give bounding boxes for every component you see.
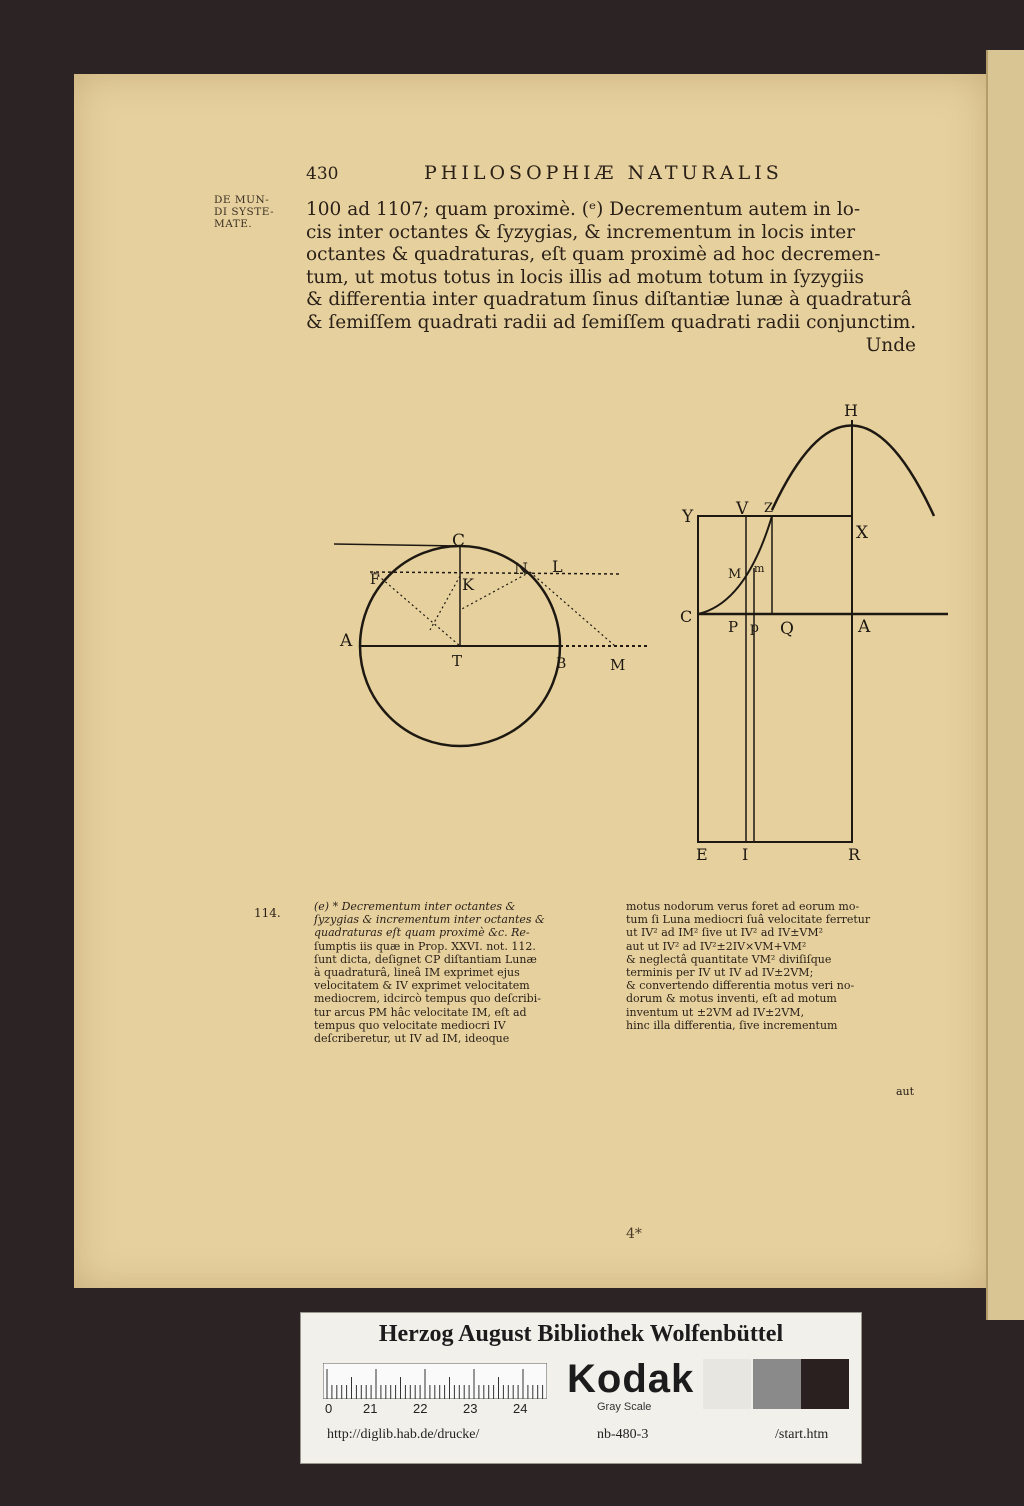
page-number: 430 (306, 164, 339, 184)
footnote-line: quadraturas eſt quam proximè &c. Re- (314, 926, 530, 940)
label-H: H (844, 401, 858, 420)
text-line-catch: Unde (865, 334, 916, 356)
footnote-marker: 114. (254, 906, 281, 920)
label-Q: Q (780, 619, 794, 639)
library-footer (300, 1312, 862, 1464)
footer-start-link: /start.htm (775, 1427, 829, 1442)
label-A: A (340, 631, 353, 651)
ruler-number: 0 (325, 1401, 333, 1416)
footnote-right-column (626, 900, 920, 1032)
footnote-line: mediocrem, idcircò tempus quo deſcribi- (314, 992, 541, 1006)
rect-YR (698, 516, 852, 842)
curve-diagram (676, 398, 954, 868)
footnote-line: (e) * Decrementum inter octantes & (314, 900, 516, 913)
footnote-line: aut ut IV² ad IV²±2IV×VM+VM² (626, 939, 807, 953)
label-m: m (754, 562, 765, 575)
side-note (214, 194, 294, 230)
library-title: Herzog August Bibliothek Wolfenbüttel (378, 1321, 784, 1347)
footnote-line: motus nodorum verus foret ad eorum mo- (626, 900, 860, 913)
label-T: T (452, 652, 463, 670)
label-A: A (858, 617, 871, 637)
label-P: P (728, 618, 739, 636)
label-M: M (728, 567, 742, 582)
running-title: PHILOSOPHIÆ NATURALIS (424, 162, 783, 184)
footer-url: http://diglib.hab.de/drucke/ (327, 1427, 480, 1442)
line-NM (530, 572, 615, 646)
tangent-line (334, 544, 460, 546)
footnote-line: velocitatem & IV exprimet velocitatem (314, 979, 530, 993)
label-L: L (552, 557, 563, 576)
side-note-line: DI SYSTE- (214, 206, 275, 218)
facing-page-edge (986, 50, 1024, 1320)
footnote-line: tum ſi Luna mediocri ſuâ velocitate ferretur (626, 913, 871, 927)
label-M: M (610, 656, 626, 674)
side-note-line: MATE. (214, 218, 253, 230)
circle-diagram (330, 520, 660, 760)
footnote-line: ſyzygias & incrementum inter octantes & (314, 913, 545, 927)
text-line: & differentia inter quadratum ſinus diſtantiæ lunæ à quadraturâ (306, 289, 912, 311)
text-line: & ſemiſſem quadrati radii ad ſemiſſem quadrati radii conjunctim. (306, 311, 917, 333)
side-note-line: DE MUN- (214, 194, 270, 206)
kodak-logo: Kodak (567, 1357, 695, 1401)
label-K: K (462, 575, 474, 594)
footnote-line: deſcriberetur, ut IV ad IM, ideoque (314, 1032, 510, 1046)
label-I: I (742, 845, 749, 864)
text-line: 100 ad 1107; quam proximè. (ᵉ) Decrementum autem in lo- (306, 199, 861, 220)
gray-swatch-light (703, 1359, 751, 1409)
label-R: R (848, 845, 861, 864)
footnote-line: & convertendo differentia motus veri no- (626, 979, 855, 993)
footnote-line: ſumptis iis quæ in Prop. XXVI. not. 112. (314, 939, 536, 953)
line-KT (430, 576, 460, 630)
label-V: V (736, 499, 749, 519)
signature-mark: 4* (626, 1226, 642, 1242)
footnote-line: à quadraturâ, lineâ IM exprimet ejus (314, 966, 520, 980)
label-F: F (370, 572, 380, 588)
text-line: cis inter octantes & ſyzygias, & incrementum in locis inter (306, 221, 856, 243)
dotted-line-NL (370, 572, 620, 574)
footnote-line: dorum & motus inventi, eſt ad motum (626, 992, 837, 1006)
gray-scale-label: Gray Scale (597, 1401, 652, 1413)
footnote-line: & neglectâ quantitate VM² diviſiſque (626, 952, 832, 966)
label-B: B (556, 656, 567, 672)
label-p: p (750, 620, 759, 636)
label-X: X (856, 523, 869, 543)
footnote-line: ut IV² ad IM² ſive ut IV² ad IV±VM² (626, 926, 824, 940)
gray-swatch-mid (753, 1359, 801, 1409)
line-FT (374, 572, 460, 646)
ruler-number: 21 (363, 1401, 378, 1416)
label-Y: Y (682, 507, 694, 527)
text-line: tum, ut motus totus in locis illis ad motum totum in ſyzygiis (306, 266, 864, 288)
main-text (306, 199, 916, 357)
footnote-line: tempus quo velocitate mediocri IV (314, 1018, 506, 1032)
text-line: octantes & quadraturas, eſt quam proximè ad hoc decremen- (306, 244, 881, 266)
catchword: aut (896, 1085, 915, 1098)
footer-shelfmark: nb-480-3 (597, 1427, 649, 1442)
footnote-line: inventum ut ±2VM ad IV±2VM, (626, 1005, 805, 1019)
label-Z: Z (764, 501, 774, 516)
footnote-left-column (314, 900, 612, 1045)
footnote-line: terminis per IV ut IV ad IV±2VM; (626, 966, 814, 980)
footnote-line: ſunt dicta, deſignet CP diſtantiam Lunæ (314, 952, 537, 966)
ruler-scale (323, 1363, 547, 1399)
ruler-number: 22 (413, 1401, 428, 1416)
label-E: E (696, 845, 708, 864)
label-N: N (514, 559, 528, 578)
gray-swatch-dark (801, 1359, 849, 1409)
label-C: C (452, 531, 466, 551)
ruler-number: 24 (513, 1401, 528, 1416)
label-C: C (680, 607, 693, 626)
footnote-line: hinc illa differentia, ſive incrementum (626, 1018, 838, 1032)
ruler-number: 23 (463, 1401, 478, 1416)
footnote-line: tur arcus PM hâc velocitate IM, eſt ad (314, 1005, 527, 1019)
